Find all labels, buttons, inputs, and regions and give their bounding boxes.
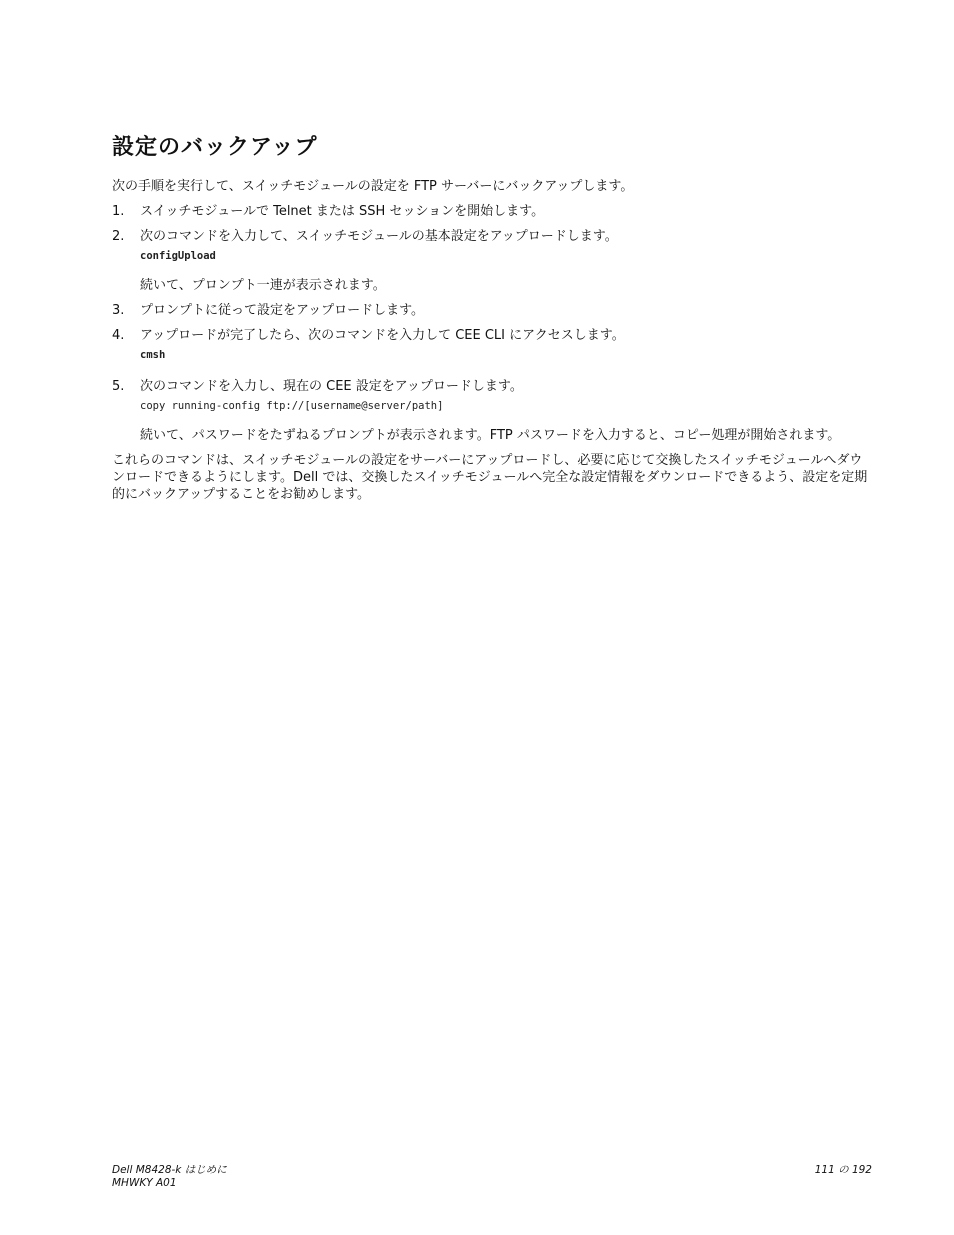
step-number: 1. xyxy=(112,204,125,219)
intro-paragraph: 次の手順を実行して、スイッチモジュールの設定を FTP サーバーにバックアップします。 xyxy=(112,179,634,194)
step-number: 5. xyxy=(112,379,125,394)
footer-part-number: MHWKY A01 xyxy=(112,1177,177,1189)
step-4 xyxy=(112,327,872,344)
step-number: 3. xyxy=(112,303,125,318)
step-text: アップロードが完了したら、次のコマンドを入力して CEE CLI にアクセスします。 xyxy=(140,328,625,343)
step-1 xyxy=(112,203,872,220)
step-number: 2. xyxy=(112,229,125,244)
command-config-upload: configUpload xyxy=(140,250,216,262)
step-5-followup: 続いて、パスワードをたずねるプロンプトが表示されます。FTP パスワードを入力すると、コピー処理が開始されます。 xyxy=(140,428,841,443)
command-copy-running-config: copy running-config ftp://[username@server/path] xyxy=(140,400,444,412)
step-text: スイッチモジュールで Telnet または SSH セッションを開始します。 xyxy=(140,204,545,219)
closing-paragraph: これらのコマンドは、スイッチモジュールの設定をサーバーにアップロードし、必要に応じて交換したスイッチモジュールへダウンロードできるようにします。Dell では、交換したスイッチモジュールへ完全な設定情報をダウンロードできるよう、設定を定期的にバックアップすることをお勧めします。 xyxy=(112,453,868,502)
footer-title: Dell M8428-k はじめに xyxy=(112,1164,227,1176)
command-cmsh: cmsh xyxy=(140,349,166,361)
section-title: 設定のバックアップ xyxy=(112,135,318,160)
step-5 xyxy=(112,378,872,395)
footer-page-number: 111 の 192 xyxy=(814,1164,872,1176)
footer-document-info xyxy=(112,1164,227,1190)
step-3 xyxy=(112,302,872,319)
step-text: 次のコマンドを入力し、現在の CEE 設定をアップロードします。 xyxy=(140,379,523,394)
step-text: 次のコマンドを入力して、スイッチモジュールの基本設定をアップロードします。 xyxy=(140,229,618,244)
step-text: プロンプトに従って設定をアップロードします。 xyxy=(140,303,425,318)
step-2 xyxy=(112,228,872,245)
step-number: 4. xyxy=(112,328,125,343)
step-2-followup: 続いて、プロンプト一連が表示されます。 xyxy=(140,278,386,293)
document-body xyxy=(112,132,872,503)
